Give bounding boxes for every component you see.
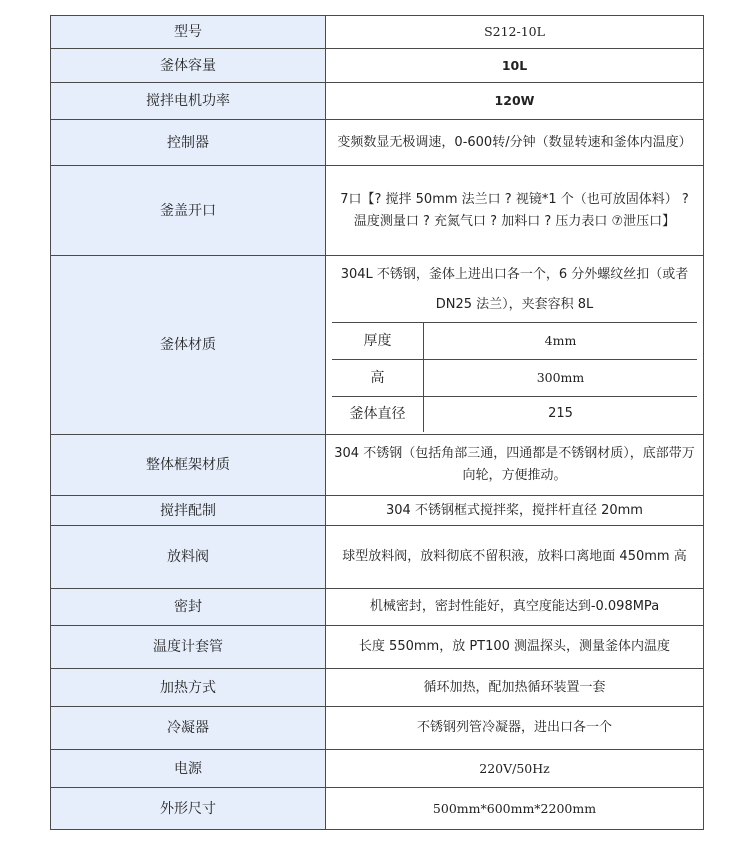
table-row [51,16,704,49]
table-row [51,526,704,589]
value-controller: 变频数显无极调速，0-600转/分钟（数显转速和釜体内温度） [326,120,704,166]
value-model: S212-10L [326,16,704,49]
label-seal: 密封 [51,589,326,626]
value-frame-material: 304 不锈钢（包括角部三通，四通都是不锈钢材质），底部带万向轮，方便推动。 [326,435,704,496]
label-condenser: 冷凝器 [51,707,326,750]
label-agitator: 搅拌配制 [51,496,326,526]
value-seal: 机械密封，密封性能好，真空度能达到-0.098MPa [326,589,704,626]
value-capacity: 10L [326,49,704,83]
value-dimensions: 500mm*600mm*2200mm [326,788,704,830]
table-row [332,359,697,396]
table-row [332,396,697,432]
value-lid-openings: 7口【? 搅拌 50mm 法兰口 ? 视镜*1 个（也可放固体料） ? 温度测量口 ? 充氮气口 ? 加料口 ? 压力表口 ⑦泄压口】 [326,166,704,256]
table-row [332,323,697,359]
label-model: 型号 [51,16,326,49]
label-capacity: 釜体容量 [51,49,326,83]
table-row [51,707,704,750]
value-heating: 循环加热，配加热循环装置一套 [326,669,704,707]
label-heating: 加热方式 [51,669,326,707]
value-motor-power: 120W [326,83,704,120]
label-discharge-valve: 放料阀 [51,526,326,589]
table-row [51,49,704,83]
table-row [51,496,704,526]
table-row [51,166,704,256]
table-row [51,589,704,626]
label-power-supply: 电源 [51,750,326,788]
table-row [51,83,704,120]
value-condenser: 不锈钢列管冷凝器，进出口各一个 [326,707,704,750]
value-discharge-valve: 球型放料阀，放料彻底不留积液，放料口离地面 450mm 高 [326,526,704,589]
table-row [51,669,704,707]
sub-value-thickness: 4mm [424,323,698,359]
spec-table [50,15,704,830]
label-frame-material: 整体框架材质 [51,435,326,496]
table-row [51,120,704,166]
label-lid-openings: 釜盖开口 [51,166,326,256]
sub-value-height: 300mm [424,359,698,396]
label-motor-power: 搅拌电机功率 [51,83,326,120]
value-power-supply: 220V/50Hz [326,750,704,788]
sub-label-diameter: 釜体直径 [332,396,424,432]
value-body-material [326,256,704,435]
sub-value-diameter: 215 [548,406,573,422]
body-material-description: 304L 不锈钢，釜体上进出口各一个，6 分外螺纹丝扣（或者 DN25 法兰），夹套容积 8L [332,258,697,323]
table-row [51,750,704,788]
label-controller: 控制器 [51,120,326,166]
label-body-material: 釜体材质 [51,256,326,435]
body-dimension-table [332,323,697,432]
value-agitator: 304 不锈钢框式搅拌桨，搅拌杆直径 20mm [326,496,704,526]
sub-label-thickness: 厚度 [332,323,424,359]
table-row [51,788,704,830]
table-row [51,256,704,435]
label-thermowell: 温度计套管 [51,626,326,669]
sub-label-height: 高 [332,359,424,396]
value-thermowell: 长度 550mm，放 PT100 测温探头，测量釜体内温度 [326,626,704,669]
label-dimensions: 外形尺寸 [51,788,326,830]
table-row [51,626,704,669]
table-row [51,435,704,496]
